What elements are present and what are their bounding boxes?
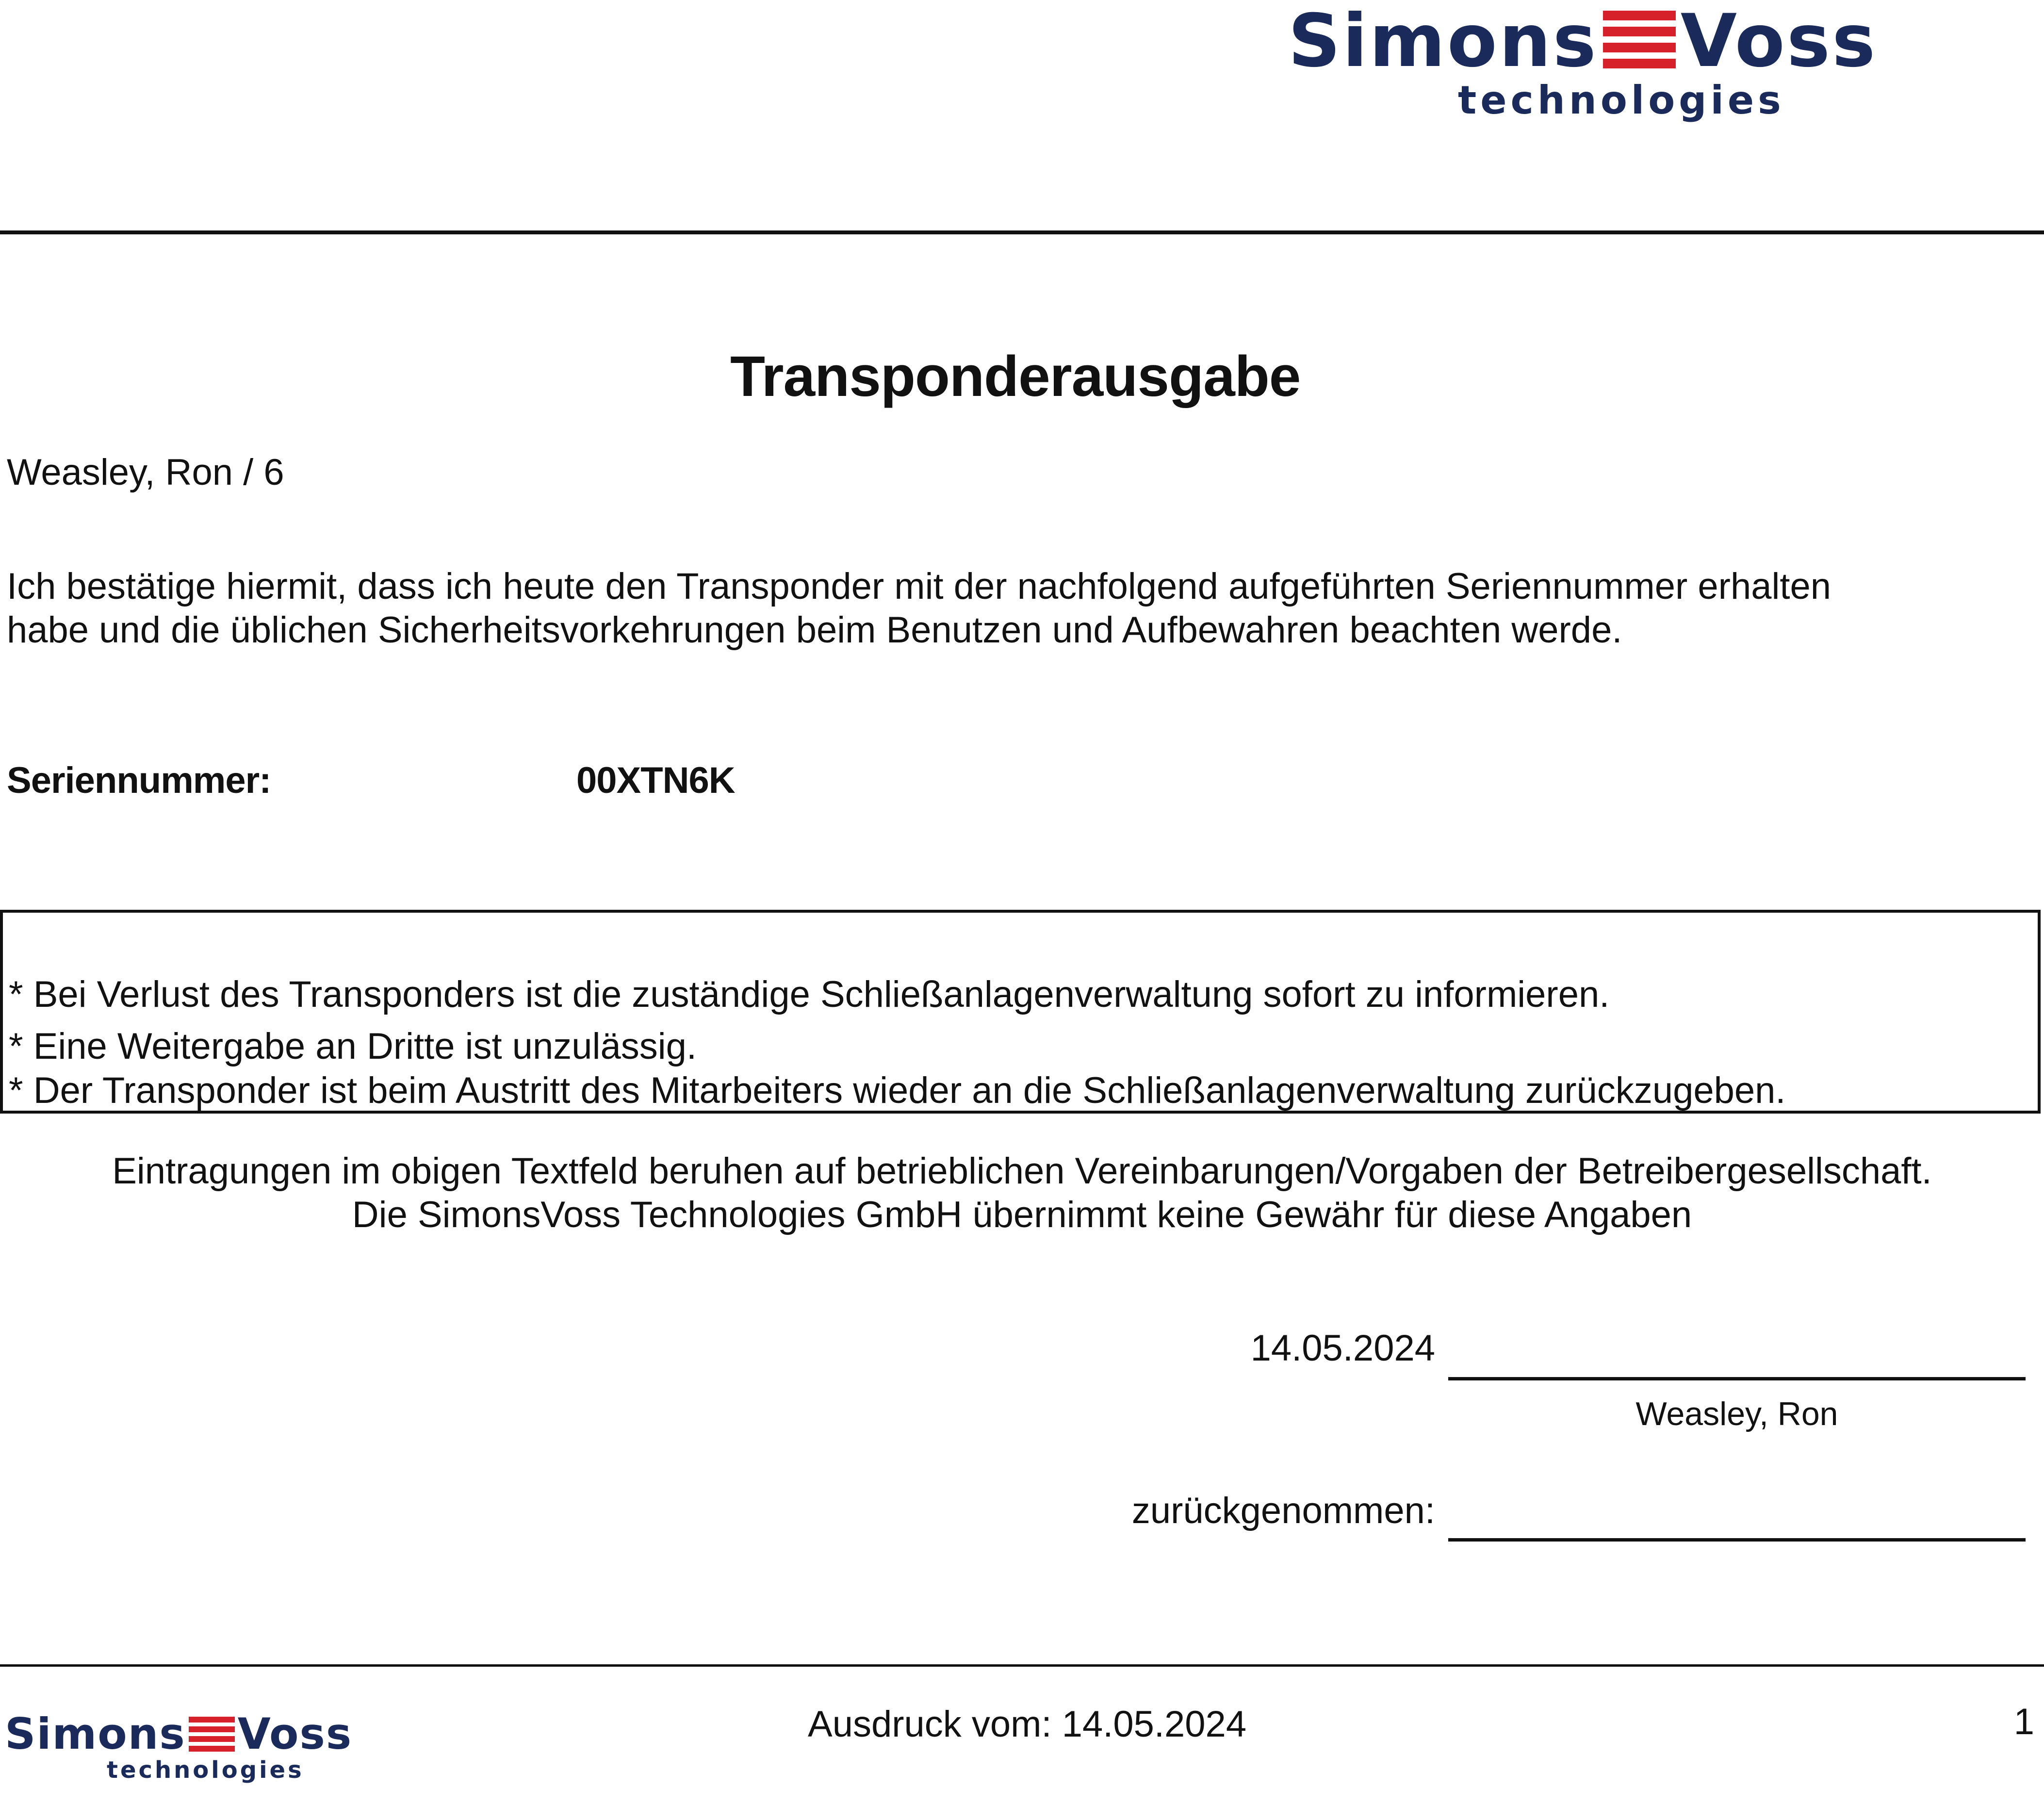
print-date: Ausdruck vom: 14.05.2024 <box>808 1704 1247 1745</box>
holder-line: Weasley, Ron / 6 <box>7 452 284 493</box>
returned-signature-line <box>1448 1538 2026 1542</box>
header-divider <box>0 230 2044 234</box>
footer-logo-red-bars-icon <box>189 1717 235 1752</box>
simonsvoss-logo-top <box>1288 0 2035 123</box>
notice-item-no-transfer: * Eine Weitergabe an Dritte ist unzulässig. <box>9 1026 697 1067</box>
logo-subtitle: technologies <box>1458 78 1785 123</box>
footer-logo-subtitle: technologies <box>107 1756 304 1784</box>
footer-logo-word-voss: Voss <box>237 1709 353 1759</box>
notice-item-loss: * Bei Verlust des Transponders ist die zuständige Schließanlagenverwaltung sofort zu informieren. <box>9 974 1610 1015</box>
signature-date: 14.05.2024 <box>1250 1328 1435 1369</box>
logo-red-bars-icon <box>1603 11 1676 69</box>
signer-name: Weasley, Ron <box>1635 1395 1838 1432</box>
logo-word-voss: Voss <box>1680 0 1878 83</box>
footer-divider <box>0 1664 2044 1667</box>
serial-label: Seriennummer: <box>7 760 271 801</box>
notice-item-return: * Der Transponder ist beim Austritt des Mitarbeiters wieder an die Schließanlagenverwaltung zurückzugeben. <box>9 1070 1786 1111</box>
signature-line <box>1448 1377 2026 1380</box>
page-title: Transponderausgabe <box>730 345 1301 409</box>
notice-box <box>0 910 2041 1114</box>
confirmation-line-2: habe und die üblichen Sicherheitsvorkehrungen beim Benutzen und Aufbewahren beachten werde. <box>7 609 1622 651</box>
simonsvoss-logo-footer <box>5 1709 461 1786</box>
page-number: 1 <box>2013 1701 2034 1742</box>
serial-value: 00XTN6K <box>576 760 735 801</box>
confirmation-line-1: Ich bestätige hiermit, dass ich heute den Transponder mit der nachfolgend aufgeführten Seriennummer erhalten <box>7 566 1831 607</box>
logo-word-simons: Simons <box>1288 0 1598 83</box>
returned-label: zurückgenommen: <box>1131 1490 1435 1531</box>
footer-logo-word-simons: Simons <box>5 1709 186 1759</box>
disclaimer-line-1: Eintragungen im obigen Textfeld beruhen auf betrieblichen Vereinbarungen/Vorgaben der Betreibergesellschaft. <box>112 1150 1932 1192</box>
disclaimer-line-2: Die SimonsVoss Technologies GmbH übernimmt keine Gewähr für diese Angaben <box>352 1194 1692 1235</box>
